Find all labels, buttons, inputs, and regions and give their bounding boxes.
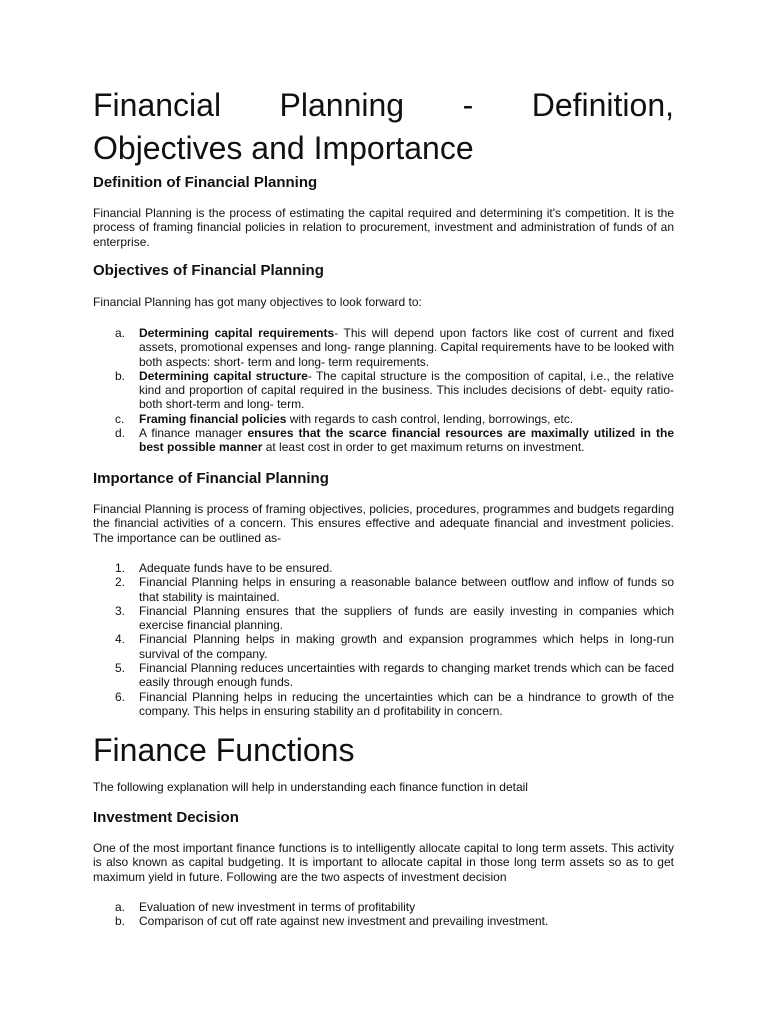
definition-heading: Definition of Financial Planning — [93, 174, 318, 191]
list-item-bold: Framing financial policies — [139, 411, 287, 426]
list-item — [93, 369, 674, 412]
list-item-text: Financial Planning helps in reducing the uncertainties which can be a hindrance to growth of the company. This helps in ensuring stability an d profitability in concern. — [139, 689, 674, 718]
list-item-bold: Determining capital structure — [139, 368, 308, 383]
list-item-pre: A finance manager — [139, 426, 248, 441]
list-marker: 3. — [115, 603, 126, 618]
list-item-bold: Determining capital requirements — [139, 326, 335, 340]
list-item-text: Financial Planning helps in ensuring a reasonable balance between outflow and inflow of funds so that stability is maintained. — [139, 575, 674, 604]
list-item-text: - The capital structure is the composition of capital, i.e., the relative kind and proportion of capital required in the business. This includes decisions of debt- equity ratio- both short-term and long- term. — [139, 368, 674, 412]
list-item — [93, 575, 674, 604]
list-item — [93, 661, 674, 690]
list-marker: 4. — [115, 632, 126, 647]
list-marker: 6. — [115, 689, 126, 704]
list-item — [93, 426, 674, 455]
list-item-text: with regards to cash control, lending, borrowings, etc. — [286, 411, 574, 426]
page-title: Financial Planning - Definition, Objectives and Importance — [93, 87, 674, 166]
list-item-text: Financial Planning reduces uncertainties with regards to changing market trends which can be faced easily through enough funds. — [139, 661, 674, 690]
list-item-bold: ensures that the scarce financial resources are maximally utilized in the best possible manner — [139, 426, 674, 455]
list-item-text: Adequate funds have to be ensured. — [139, 561, 333, 575]
list-marker: a. — [115, 900, 126, 914]
importance-heading: Importance of Financial Planning — [93, 470, 329, 487]
finance-functions-intro: The following explanation will help in understanding each finance function in detail — [93, 780, 528, 794]
list-marker: 1. — [115, 561, 126, 575]
list-item-text: Financial Planning helps in making growth and expansion programmes which helps in long-run survival of the company. — [139, 632, 674, 661]
list-item — [93, 632, 674, 661]
list-item — [93, 412, 674, 426]
list-marker: a. — [115, 326, 126, 340]
list-item-text: at least cost in order to get maximum returns on investment. — [262, 440, 585, 455]
objectives-heading: Objectives of Financial Planning — [93, 262, 324, 279]
list-marker: b. — [115, 368, 126, 383]
list-item-text: Evaluation of new investment in terms of profitability — [139, 900, 416, 914]
importance-paragraph: Financial Planning is process of framing objectives, policies, procedures, programmes and budgets regarding the financial activities of a concern. This ensures effective and adequate financial and investment policies. The importance can be outlined as- — [93, 502, 674, 545]
objectives-list — [93, 326, 674, 455]
importance-list — [93, 561, 674, 718]
investment-paragraph: One of the most important finance functions is to intelligently allocate capital to long term assets. This activity is also known as capital budgeting. It is important to allocate capital in those long term assets so as to get maximum yield in future. Following are the two aspects of investment decision — [93, 841, 674, 884]
list-item — [93, 326, 674, 369]
list-marker: c. — [115, 411, 125, 426]
list-item — [93, 561, 674, 575]
investment-list — [93, 900, 674, 929]
list-marker: 5. — [115, 661, 126, 676]
list-item-text: Comparison of cut off rate against new investment and prevailing investment. — [139, 914, 549, 929]
list-marker: b. — [115, 914, 126, 929]
list-item-text: - This will depend upon factors like cost of current and fixed assets, promotional expenses and long- range planning. Capital requirements have to be looked with both aspects: short- term and long- term requirements. — [139, 326, 675, 369]
list-item-text: Financial Planning ensures that the suppliers of funds are easily investing in companies which exercise financial planning. — [139, 603, 674, 633]
list-item — [93, 914, 674, 928]
list-marker: d. — [115, 426, 126, 441]
list-item — [93, 900, 674, 914]
finance-functions-heading: Finance Functions — [93, 732, 355, 768]
list-marker: 2. — [115, 575, 126, 590]
objectives-intro: Financial Planning has got many objectives to look forward to: — [93, 295, 422, 309]
definition-paragraph: Financial Planning is the process of estimating the capital required and determining it's competition. It is the process of framing financial policies in relation to procurement, investment and administration of funds of an enterprise. — [93, 206, 674, 249]
list-item — [93, 690, 674, 719]
list-item — [93, 604, 674, 633]
investment-heading: Investment Decision — [93, 809, 239, 826]
